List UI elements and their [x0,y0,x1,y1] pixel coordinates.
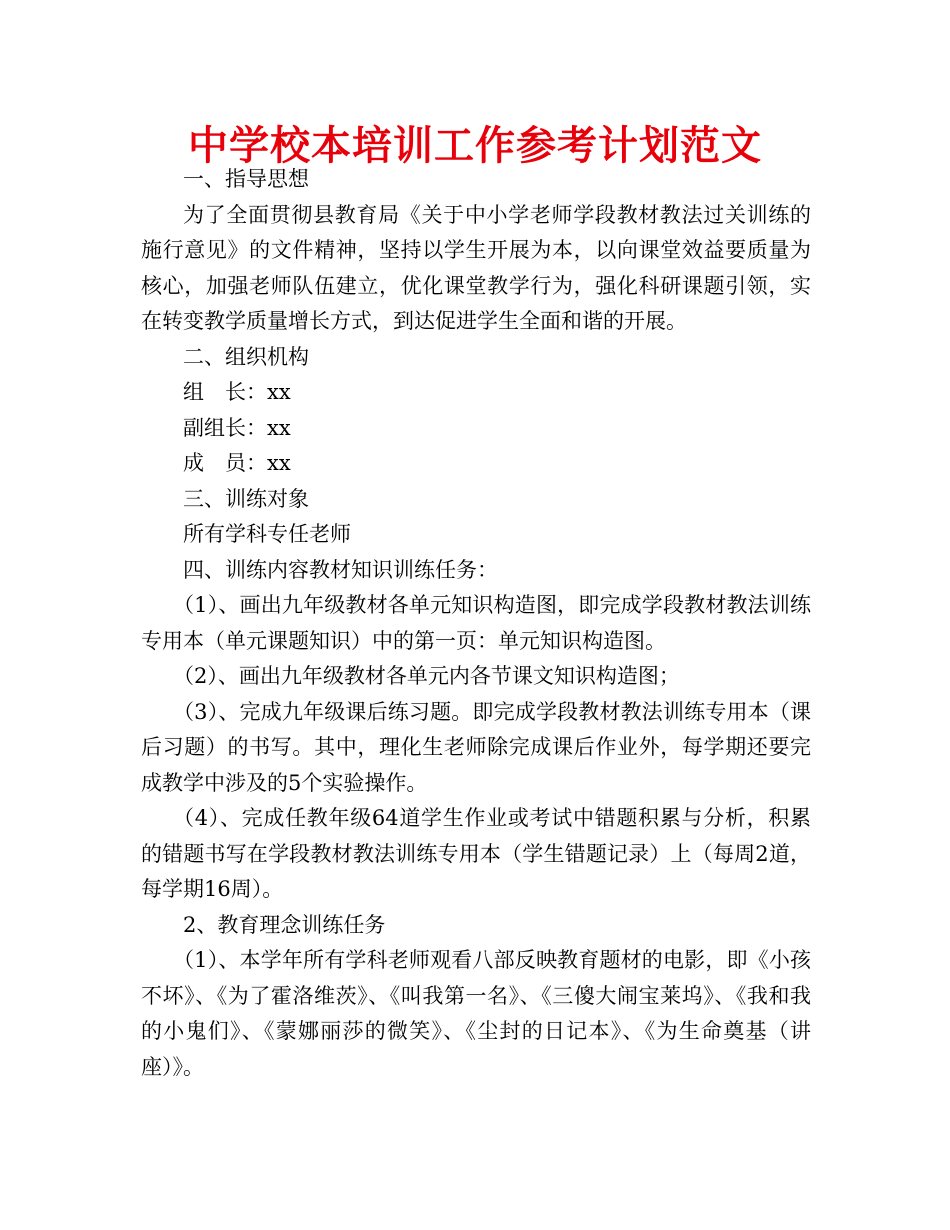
list-item-task-4: （4）、完成任教年级64道学生作业或考试中错题积累与分析，积累的错题书写在学段教材教法训练专用本（学生错题记录）上（每周2道，每学期16周）。 [141,806,811,901]
section-heading-organization: 二、组织机构 [183,344,309,369]
list-item-task-2: （2）、画出九年级教材各单元内各节课文知识构造图； [173,664,680,688]
list-item-task-1: （1）、画出九年级教材各单元知识构造图，即完成学段教材教法训练专用本（单元课题知识）中的第一页：单元知识构造图。 [141,593,811,653]
section-heading-training-target: 三、训练对象 [183,486,309,511]
document-title: 中学校本培训工作参考计划范文 [188,123,762,169]
document-body [141,162,811,1085]
list-item-movies: （1）、本学年所有学科老师观看八部反映教育题材的电影，即《小孩不坏》、《为了霍洛维茨》、《叫我第一名》、《三傻大闹宝莱坞》、《我和我的小鬼们》、《蒙娜丽莎的微笑》、《尘封的日记本》、《为生命奠基（讲座）》。 [141,948,811,1079]
list-item-task-3: （3）、完成九年级课后练习题。即完成学段教材教法训练专用本（课后习题）的书写。其中，理化生老师除完成课后作业外，每学期还要完成教学中涉及的5个实验操作。 [141,699,811,795]
subsection-heading-education-philosophy: 2、教育理念训练任务 [183,912,386,937]
org-leader-line: 组 长：xx [183,380,291,404]
section-heading-training-content: 四、训练内容教材知识训练任务： [183,557,498,582]
org-deputy-leader-line: 副组长：xx [183,415,291,440]
training-target-text: 所有学科专任老师 [183,522,351,546]
org-member-line: 成 员：xx [183,451,291,475]
section-heading-guiding-thought: 一、指导思想 [183,167,309,191]
paragraph-guiding-thought: 为了全面贯彻县教育局《关于中小学老师学段教材教法过关训练的施行意见》的文件精神，坚持以学生开展为本，以向课堂效益要质量为核心，加强老师队伍建立，优化课堂教学行为，强化科研课题引领，实在转变教学质量增长方式，到达促进学生全面和谐的开展。 [141,202,811,333]
